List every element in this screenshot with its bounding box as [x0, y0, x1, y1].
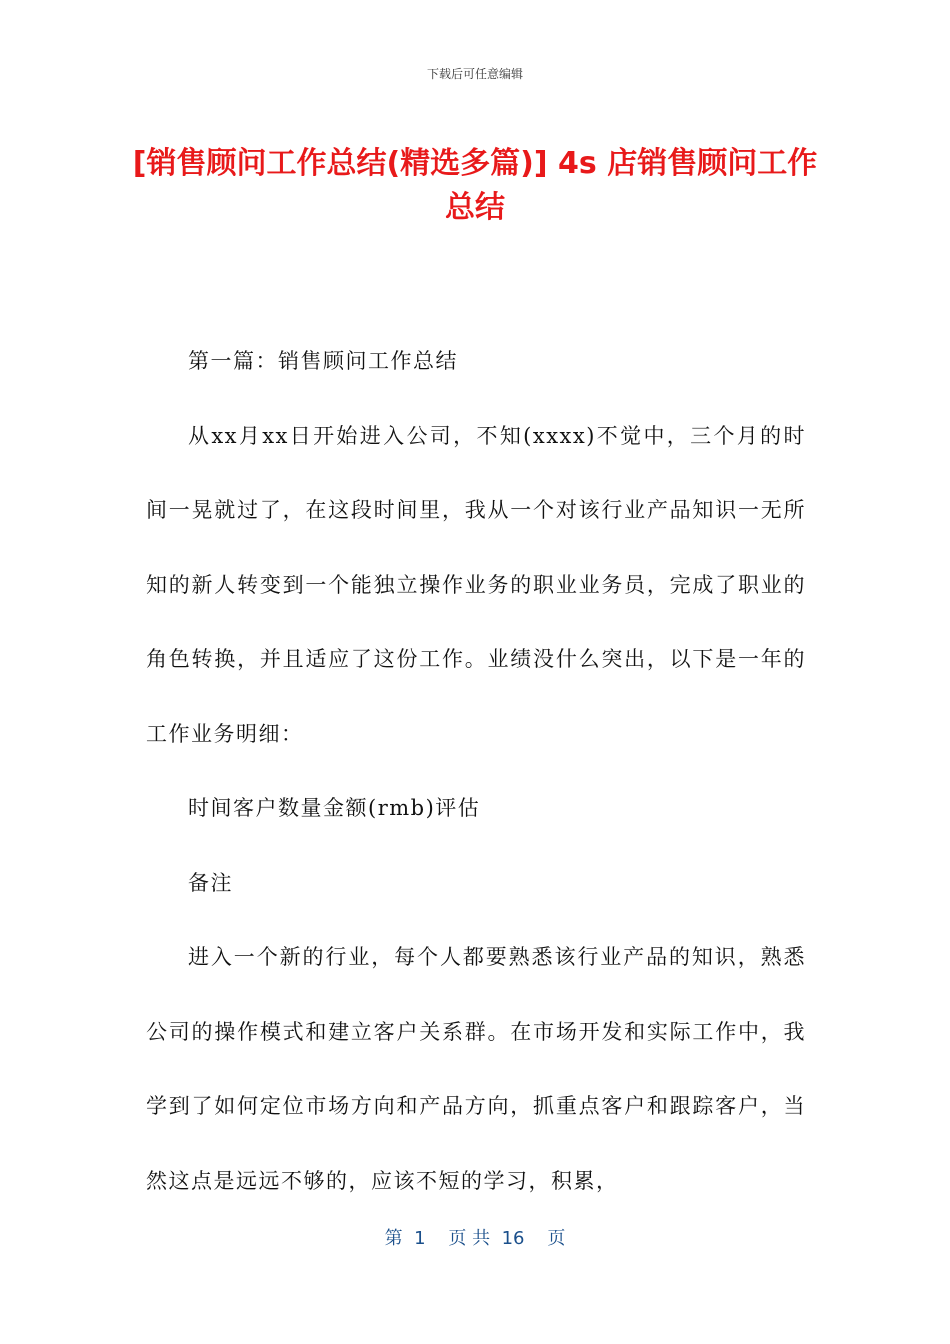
paragraph-heading: 第一篇：销售顾问工作总结 [188, 349, 458, 373]
document-title: [销售顾问工作总结(精选多篇)] 4s 店销售顾问工作总结 [132, 146, 818, 225]
paragraph: 从xx月xx日开始进入公司，不知(xxxx)不觉中，三个月的时间一晃就过了，在这段时间里，我从一个对该行业产品知识一无所知的新人转变到一个能独立操作业务的职业业务员，完成了职业的角色转换，并且适应了这份工作。业绩没什么突出，以下是一年的工作业务明细： [146, 423, 806, 746]
header-note: 下载后可任意编辑 [426, 67, 523, 81]
paragraph: 备注 [188, 870, 233, 895]
paragraph: 进入一个新的行业，每个人都要熟悉该行业产品的知识，熟悉公司的操作模式和建立客户关系群。在市场开发和实际工作中，我学到了如何定位市场方向和产品方向，抓重点客户和跟踪客户，当然这点是远远不够的，应该不短的学习，积累， [146, 945, 806, 1193]
paragraph: 时间客户数量金额(rmb)评估 [188, 796, 481, 820]
page-footer: 第 1 页 共 16 页 [384, 1228, 566, 1249]
document-body [146, 324, 806, 1218]
